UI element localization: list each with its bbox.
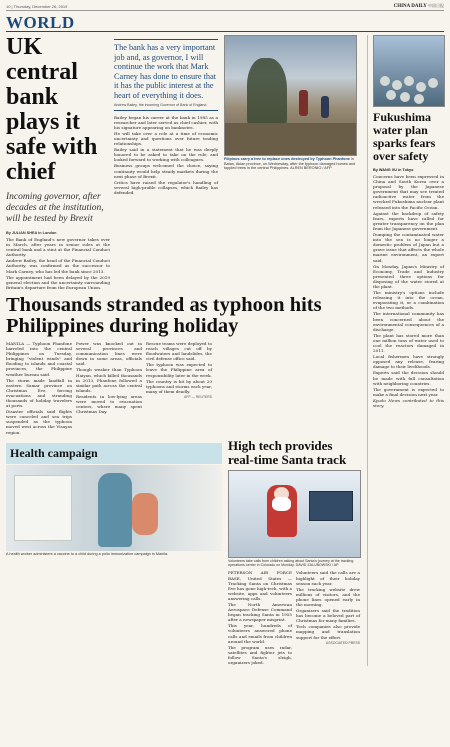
pull-quote-text: The bank has a very important job and, as governor, I will continue the work that Mark Carney has done to ensure that it has the public interest at the heart of everything it does. — [114, 43, 217, 100]
fukushima-contributor-note: Kyodo News contributed to this story. — [373, 397, 444, 409]
fukushima-para: The ministry's options include releasing it into the ocean, evaporating it, or a combination of the two methods. — [373, 290, 444, 311]
fukushima-para: On Monday, Japan's Ministry of Economy, Trade and Industry presented three options for disposing of the water stored at the plant. — [373, 263, 444, 289]
issue-date: 10 | Thursday, December 26, 2019 — [6, 3, 68, 9]
typhoon-para: Residents in low-lying areas were moved to evacuation centers, where many spent Christmas Day. — [76, 393, 142, 415]
uk-headline[interactable]: UK central bank plays it safe with chief — [6, 34, 98, 185]
health-campaign-label: Health campaign — [6, 443, 222, 464]
fukushima-para: Experts said the decision should be made with full consultation with neighboring countries. — [373, 370, 444, 386]
typhoon-photo[interactable] — [224, 35, 357, 156]
uk-para: Andrew Bailey, the head of the Financial Conduct Authority, was confirmed as the successor to Mark Carney, who has led the bank since 2013. — [6, 258, 110, 274]
health-campaign-caption: A health worker administers a vaccine to a child during a polio immunization campaign in Manila. — [6, 551, 169, 556]
fukushima-byline: By WANG XU in Tokyo — [373, 168, 414, 172]
santa-photo-credit: DAVID ZALUBOWSKI / AP — [295, 563, 339, 568]
fukushima-story — [367, 35, 444, 666]
typhoon-agency-credit: AFP — REUTERS — [183, 394, 212, 399]
santa-para: The tracking website drew millions of visitors, and the phone lines opened early in the morning. — [296, 586, 360, 607]
typhoon-para: Disaster officials said flights were canceled and sea trips suspended as the typhoon moved west across the Visayas region. — [6, 409, 72, 435]
typhoon-para: Power was knocked out in several provinces and communication lines were down in some areas, officials said. — [76, 340, 142, 367]
santa-caption-text: Volunteers take calls from children asking about Santa's journey at the tracking operations center in Colorado on Monday. — [228, 558, 354, 568]
santa-para: The North American Aerospace Defense Command began tracking Santa in 1955 after a newspaper misprint. — [228, 602, 292, 623]
typhoon-caption-rest: in Batan, Aklan province, on Wednesday, after the typhoon damaged homes and toppled trees in the central Philippines. — [224, 157, 356, 171]
santa-para: PETERSON AIR FORCE BASE, United States — Tracking Santa on Christmas Eve has gone high-tech, with a website, apps and volunteers answering calls. — [228, 570, 292, 601]
santa-para: Tech companies also provide mapping and translation support for the effort. — [296, 624, 360, 640]
fukushima-para: The plant has stored more than one million tons of water used to cool the reactors damaged in 2011. — [373, 332, 444, 354]
santa-para: Organizers said the tradition has become a beloved part of Christmas for many families. — [296, 608, 360, 624]
santa-photo-caption — [228, 559, 361, 568]
santa-para: Volunteers said the calls are a highlight of their holiday season each year. — [296, 570, 360, 586]
pull-quote — [114, 39, 218, 111]
fukushima-para: The international community has been concerned about the environmental consequences of a discharge. — [373, 311, 444, 332]
fukushima-para: Against the backdrop of safety fears, experts have called for greater transparency on the plan from the Japanese government. — [373, 210, 444, 231]
typhoon-para: The country is hit by about 20 typhoons and storms each year, many of them deadly. — [146, 378, 212, 394]
main-column — [6, 35, 361, 666]
uk-para: Bailey began his career at the bank in 1985 as a researcher and later served as chief cashier, with his signature appearing on banknotes. — [114, 114, 218, 130]
uk-para: The Bank of England's new governor takes over in March, after years in senior roles at the central bank and a stint at the Financial Conduct Authority. — [6, 237, 110, 258]
typhoon-para: Though weaker than Typhoon Haiyan, which killed thousands in 2013, Phanfone followed a similar path across the central islands. — [76, 367, 142, 393]
typhoon-body — [6, 341, 361, 436]
brand-name: CHINA DAILY — [393, 4, 427, 9]
santa-photo[interactable] — [228, 470, 361, 558]
fukushima-headline[interactable]: Fukushima water plan sparks fears over safety — [373, 110, 436, 163]
typhoon-headline[interactable]: Thousands stranded as typhoon hits Philippines during holiday — [6, 293, 322, 337]
uk-para: The appointment had been delayed by the 2019 general election and the uncertainty surrounding Britain's departure from the European Union. — [6, 274, 110, 290]
health-campaign-block — [6, 439, 222, 667]
pull-quote-attribution: Andrew Bailey, the incoming Governor of Bank of England — [114, 102, 207, 107]
uk-para: Business groups welcomed the choice, saying continuity would help steady markets during the next phase of Brexit. — [114, 163, 218, 179]
fukushima-para: The government is expected to make a final decision next year. — [373, 386, 444, 397]
typhoon-para: Rescue teams were deployed to reach villages cut off by floodwaters and landslides, the civil defense office said. — [146, 340, 212, 362]
section-title: WORLD — [6, 13, 444, 32]
brand-chinese: 中国日报 — [428, 3, 444, 8]
fukushima-photo[interactable] — [373, 35, 445, 107]
uk-para: Critics have raised the regulator's handling of several high-profile collapses, which Bailey has defended. — [114, 179, 218, 195]
santa-agency-credit: ASSOCIATED PRESS — [325, 640, 360, 645]
uk-dek: Incoming governor, after decades at the institution, will be tested by Brexit — [6, 192, 104, 224]
uk-byline: By JULIAN SHEA in London — [6, 231, 57, 235]
health-campaign-photo[interactable] — [6, 465, 222, 551]
uk-bank-story — [6, 35, 218, 291]
typhoon-photo-credit: ALREN BERONIO / AFP — [290, 166, 332, 171]
fukushima-para: Local fishermen have strongly opposed any release, fearing damage to their livelihoods. — [373, 354, 444, 370]
typhoon-para: The storm made landfall in eastern Samar province on Christmas Eve, forcing evacuations and stranding thousands of holiday travelers at ports. — [6, 377, 72, 409]
santa-headline[interactable]: High tech provides real-time Santa track — [228, 437, 347, 467]
fukushima-para: Dumping the contaminated water into the sea is no longer a domestic problem of Japan but a grave issue that affects the whole marine environment, an expert said. — [373, 232, 444, 263]
santa-story — [228, 439, 361, 667]
typhoon-caption-lead: Filipinos carry a tree to replace ones destroyed by Typhoon Phanfone — [224, 157, 350, 161]
typhoon-story — [224, 35, 361, 291]
masthead — [6, 3, 444, 11]
fukushima-para: Concerns have been expressed in China and South Korea over a proposal by the Japanese government that may see treated radioactive water from the wrecked Fukushima nuclear plant released into the Pacific Ocean. — [373, 174, 444, 210]
typhoon-para: MANILA — Typhoon Phanfone barreled into the central Philippines on Tuesday, bringing "violent winds" and flooding to islands and coastal provinces, the Philippine weather bureau said. — [6, 340, 72, 377]
uk-para: He will take over a role at a time of economic uncertainty and questions over future trading relationships. — [114, 130, 218, 147]
typhoon-photo-caption — [224, 157, 361, 171]
uk-para: Bailey said in a statement that he was deeply honored to be asked to take on the role, and looked forward to working with colleagues. — [114, 147, 218, 163]
santa-para: This year, hundreds of volunteers answered phone calls and emails from children around the world. — [228, 623, 292, 644]
typhoon-para: The typhoon was expected to leave the Philippine area of responsibility later in the week. — [146, 362, 212, 378]
santa-para: The program uses radar, satellites and fighter jets to follow Santa's sleigh, organizers joked. — [228, 644, 292, 666]
